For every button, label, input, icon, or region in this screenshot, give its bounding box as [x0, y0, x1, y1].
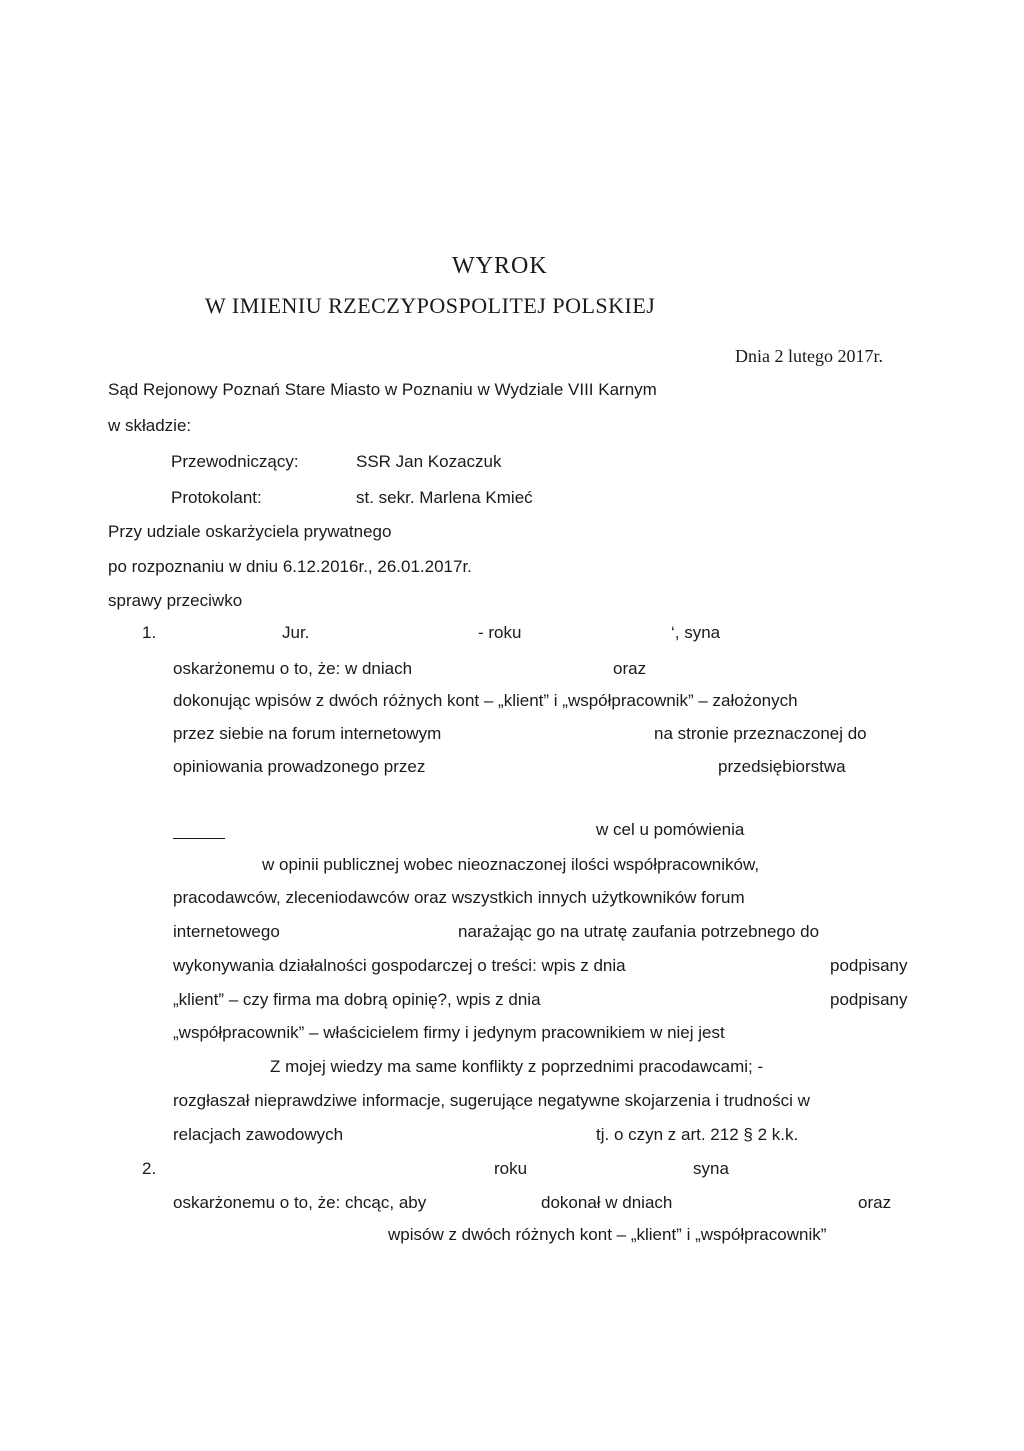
charge-text: oskarżonemu o to, że: w dniach	[173, 659, 413, 678]
charge-text: dokonał w dniach	[541, 1193, 673, 1212]
charge-text: podpisany	[830, 956, 908, 975]
charge-text: opiniowania prowadzonego przez	[173, 757, 426, 776]
charge-text: przez siebie na forum internetowym	[173, 724, 442, 743]
charge-text: pracodawców, zleceniodawców oraz wszystkich innych użytkowników forum	[173, 888, 745, 907]
charge-text: wpisów z dwóch różnych kont – „klient” i „współpracownik”	[388, 1225, 827, 1244]
presiding-name: SSR Jan Kozaczuk	[356, 452, 502, 471]
charge-text: w opinii publicznej wobec nieoznaczonej ilości współpracowników,	[262, 855, 760, 874]
legal-basis: tj. o czyn z art. 212 § 2 k.k.	[596, 1125, 799, 1144]
charge-text: narażając go na utratę zaufania potrzebnego do	[458, 922, 820, 941]
charge-text: oraz	[858, 1193, 892, 1212]
redacted-fragment: Jur.	[282, 623, 310, 642]
charge-text: wykonywania działalności gospodarczej o treści: wpis z dnia	[173, 956, 626, 975]
charge-text: „klient” – czy firma ma dobrą opinię?, wpis z dnia	[173, 990, 541, 1009]
redacted-fragment: - roku	[478, 623, 522, 642]
charge-text: internetowego	[173, 922, 280, 941]
charge-text: dokonując wpisów z dwóch różnych kont – „klient” i „współpracownik” – założonych	[173, 691, 798, 710]
hearing-dates: po rozpoznaniu w dniu 6.12.2016r., 26.01.2017r.	[108, 557, 472, 576]
item-number: 1.	[142, 623, 157, 642]
document-subtitle: W IMIENIU RZECZYPOSPOLITEJ POLSKIEJ	[205, 293, 656, 318]
charge-text: przedsiębiorstwa	[718, 757, 846, 776]
charge-text: Z mojej wiedzy ma same konflikty z poprzednimi pracodawcami; -	[270, 1057, 764, 1076]
charge-text: „współpracownik” – właścicielem firmy i jedynym pracownikiem w niej jest	[173, 1023, 725, 1042]
redacted-fragment: ‘, syna	[671, 623, 721, 642]
composition-label: w składzie:	[108, 416, 192, 435]
clerk-label: Protokolant:	[171, 488, 262, 507]
clerk-name: st. sekr. Marlena Kmieć	[356, 488, 533, 507]
prosecutor-line: Przy udziale oskarżyciela prywatnego	[108, 522, 392, 541]
charge-text: w cel u pomówienia	[596, 820, 745, 839]
document-title: WYROK	[452, 253, 548, 279]
redaction-line	[173, 838, 225, 839]
case-against-label: sprawy przeciwko	[108, 591, 243, 610]
charge-text: podpisany	[830, 990, 908, 1009]
charge-text: oraz	[613, 659, 647, 678]
judgment-date: Dnia 2 lutego 2017r.	[735, 346, 883, 366]
charge-text: rozgłaszał nieprawdziwe informacje, sugerujące negatywne skojarzenia i trudności w	[173, 1091, 810, 1110]
presiding-label: Przewodniczący:	[171, 452, 299, 471]
charge-text: oskarżonemu o to, że: chcąc, aby	[173, 1193, 427, 1212]
court-line: Sąd Rejonowy Poznań Stare Miasto w Poznaniu w Wydziale VIII Karnym	[108, 380, 657, 399]
redacted-fragment: roku	[494, 1159, 528, 1178]
charge-text: relacjach zawodowych	[173, 1125, 344, 1144]
charge-text: na stronie przeznaczonej do	[654, 724, 867, 743]
item-number: 2.	[142, 1159, 157, 1178]
redacted-fragment: syna	[693, 1159, 729, 1178]
